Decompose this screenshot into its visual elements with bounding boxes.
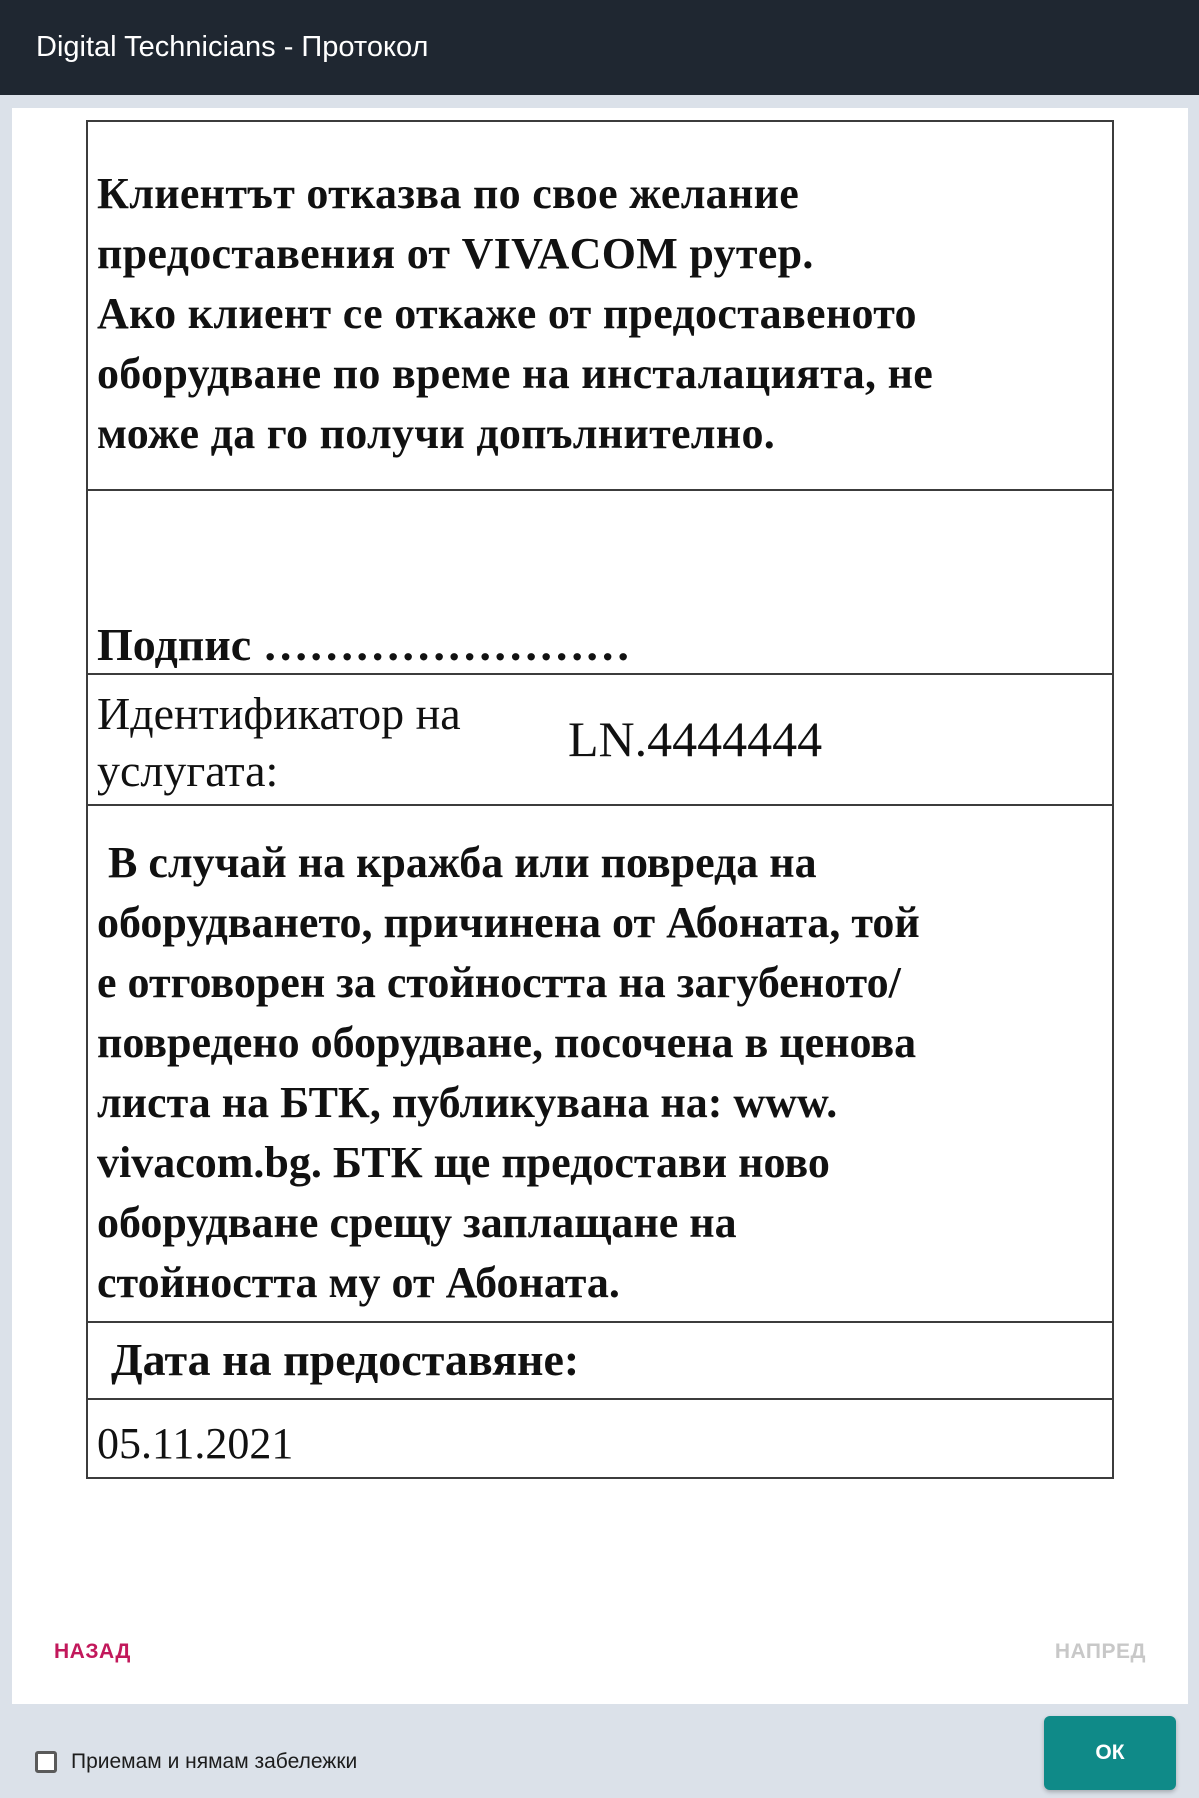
notice-line: оборудване по време на инсталацията, не xyxy=(97,349,934,398)
back-button[interactable]: НАЗАД xyxy=(54,1640,131,1663)
liability-line: оборудване срещу заплащане на xyxy=(97,1198,737,1247)
date-label: Дата на предоставяне: xyxy=(111,1334,580,1385)
router-refusal-notice xyxy=(88,122,1112,491)
date-label-row xyxy=(88,1323,1112,1400)
accept-label[interactable]: Приемам и нямам забележки xyxy=(71,1750,358,1773)
notice-line: Клиентът отказва по свое желание xyxy=(97,169,800,218)
accept-checkbox[interactable] xyxy=(35,1751,57,1773)
liability-line: е отговорен за стойността на загубеното/ xyxy=(97,958,901,1007)
app-title: Digital Technicians - Протокол xyxy=(36,31,429,63)
service-id-label xyxy=(97,685,461,799)
service-id-row xyxy=(88,675,1112,806)
liability-line: В случай на кражба или повреда на xyxy=(97,838,817,887)
liability-line: vivacom.bg. БТК ще предостави ново xyxy=(97,1138,830,1187)
signature-area[interactable] xyxy=(88,491,1112,675)
app-bar xyxy=(0,0,1199,95)
liability-line: повредено оборудване, посочена в ценова xyxy=(97,1018,917,1067)
notice-line: може да го получи допълнително. xyxy=(97,409,776,458)
protocol-document xyxy=(86,120,1114,1479)
notice-line: предоставения от VIVACOM рутер. xyxy=(97,229,814,278)
accept-checkbox-row[interactable] xyxy=(35,1750,357,1774)
liability-line: листа на БТК, публикувана на: www. xyxy=(97,1078,838,1127)
date-value: 05.11.2021 xyxy=(97,1419,294,1468)
next-button: НАПРЕД xyxy=(1054,1640,1146,1663)
liability-notice xyxy=(88,806,1112,1323)
liability-line: стойността му от Абоната. xyxy=(97,1258,620,1307)
ok-button[interactable]: ОК xyxy=(1044,1716,1176,1790)
date-value-row xyxy=(88,1400,1112,1477)
service-id-label-line: услугата: xyxy=(97,745,279,796)
signature-label: Подпис …………………… xyxy=(97,619,631,670)
notice-line: Ако клиент се откаже от предоставеното xyxy=(97,289,917,338)
service-id-value: LN.4444444 xyxy=(568,711,823,767)
liability-line: оборудването, причинена от Абоната, той xyxy=(97,898,920,947)
protocol-sheet xyxy=(12,108,1188,1704)
service-id-label-line: Идентификатор на xyxy=(97,688,461,739)
